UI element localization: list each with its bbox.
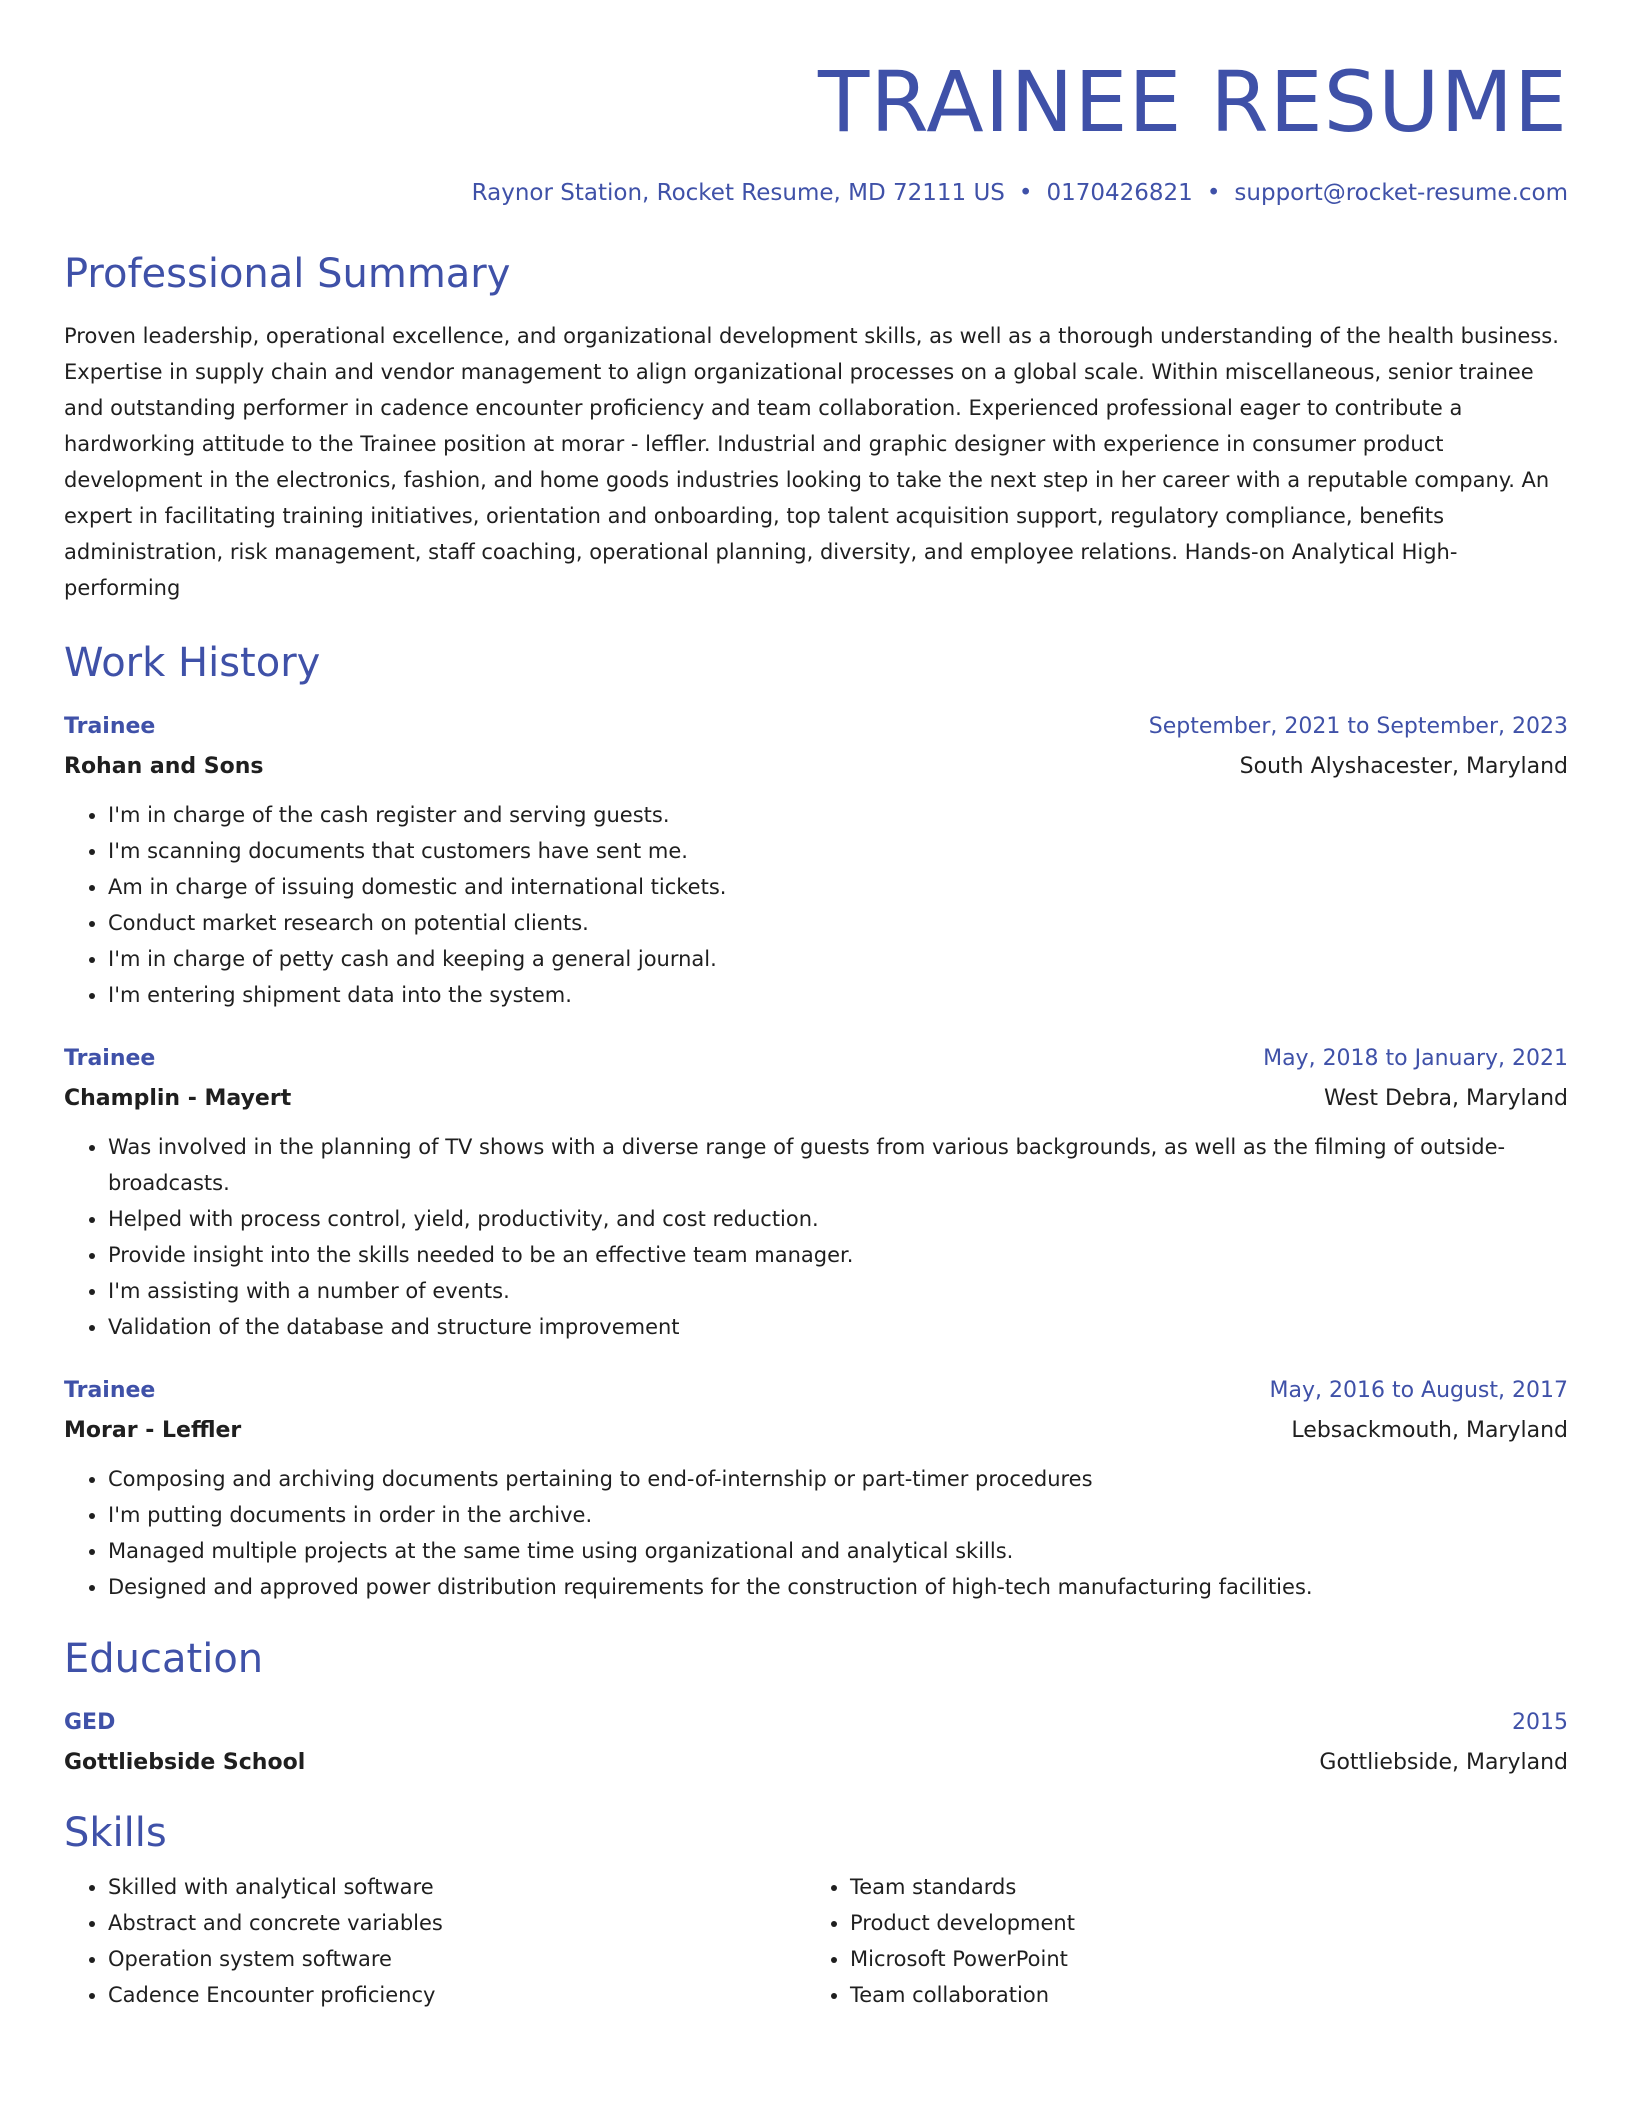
job-duty: • Designed and approved power distribution requirements for the construction of high-tech manufacturing facilities. xyxy=(108,1569,1568,1605)
skill-item: • Operation system software xyxy=(108,1941,806,1977)
resume-title: TRAINEE RESUME xyxy=(818,53,1568,151)
job-duties-list xyxy=(64,1461,1568,1605)
contact-line xyxy=(64,180,1568,208)
education-school: Gottliebside School xyxy=(64,1749,306,1775)
job-duty: • Am in charge of issuing domestic and international tickets. xyxy=(108,869,1568,905)
job-duty: • Composing and archiving documents pertaining to end-of-internship or part-timer procedures xyxy=(108,1461,1568,1497)
job-role: Trainee xyxy=(64,1045,156,1071)
job-duties-list xyxy=(64,1129,1568,1345)
job-location: West Debra, Maryland xyxy=(1323,1085,1568,1111)
job-company: Champlin - Mayert xyxy=(64,1085,292,1111)
job-duty: • Was involved in the planning of TV shows with a diverse range of guests from various backgrounds, as well as the filming of outside-broadcasts. xyxy=(108,1129,1568,1201)
job-duty: • Validation of the database and structure improvement xyxy=(108,1309,1568,1345)
skill-item: • Microsoft PowerPoint xyxy=(850,1941,1548,1977)
job-duty: • I'm entering shipment data into the system. xyxy=(108,977,1568,1013)
job-dates: May, 2016 to August, 2017 xyxy=(1269,1377,1568,1403)
job-duty: • I'm in charge of petty cash and keeping a general journal. xyxy=(108,941,1568,977)
job-duty: • Provide insight into the skills needed to be an effective team manager. xyxy=(108,1237,1568,1273)
skill-item: • Team collaboration xyxy=(850,1977,1548,2013)
job-duty: • I'm putting documents in order in the archive. xyxy=(108,1497,1568,1533)
contact-email[interactable]: support@rocket-resume.com xyxy=(1234,180,1568,206)
skills-list-left xyxy=(64,1869,806,2013)
skills-grid xyxy=(64,1869,1568,2013)
education-entry xyxy=(64,1703,1568,1783)
summary-text: Proven leadership, operational excellence, and organizational development skills, as well as a thorough understanding of the health business. Expertise in supply chain and vendor management to align organizational processes on a global scale. Within miscellaneous, senior trainee and outstanding performer in cadence encounter proficiency and team collaboration. Experienced professional eager to contribute a hardworking attitude to the Trainee position at morar - leffler. Industrial and graphic designer with experience in consumer product development in the electronics, fashion, and home goods industries looking to take the next step in her career with a reputable company. An expert in facilitating training initiatives, orientation and onboarding, top talent acquisition support, regulatory compliance, benefits administration, risk management, staff coaching, operational planning, diversity, and employee relations. Hands-on Analytical High-performing xyxy=(64,323,1559,600)
skill-item: • Skilled with analytical software xyxy=(108,1869,806,1905)
education-degree: GED xyxy=(64,1709,116,1735)
job-entry xyxy=(64,707,1568,1013)
job-duty: • Conduct market research on potential clients. xyxy=(108,905,1568,941)
job-dates: September, 2021 to September, 2023 xyxy=(1148,713,1568,739)
skills-list-right xyxy=(806,1869,1548,2013)
job-company: Morar - Leffler xyxy=(64,1417,242,1443)
skill-item: • Abstract and concrete variables xyxy=(108,1905,806,1941)
job-role: Trainee xyxy=(64,1377,156,1403)
job-entry xyxy=(64,1371,1568,1605)
contact-separator: • xyxy=(1018,180,1033,206)
job-role: Trainee xyxy=(64,713,156,739)
job-duty: • I'm in charge of the cash register and serving guests. xyxy=(108,797,1568,833)
contact-address: Raynor Station, Rocket Resume, MD 72111 US xyxy=(471,180,1005,206)
resume-page xyxy=(64,0,1568,2013)
skill-item: • Team standards xyxy=(850,1869,1548,1905)
education-heading: Education xyxy=(64,1635,264,1682)
job-duty: • I'm scanning documents that customers have sent me. xyxy=(108,833,1568,869)
contact-separator: • xyxy=(1206,180,1221,206)
job-duty: • Managed multiple projects at the same time using organizational and analytical skills. xyxy=(108,1533,1568,1569)
work-history-heading: Work History xyxy=(64,639,321,686)
job-duty: • Helped with process control, yield, productivity, and cost reduction. xyxy=(108,1201,1568,1237)
job-duties-list xyxy=(64,797,1568,1013)
contact-phone: 0170426821 xyxy=(1046,180,1193,206)
education-year: 2015 xyxy=(1512,1709,1568,1735)
education-location: Gottliebside, Maryland xyxy=(1319,1749,1568,1775)
job-company: Rohan and Sons xyxy=(64,753,264,779)
job-dates: May, 2018 to January, 2021 xyxy=(1263,1045,1568,1071)
skill-item: • Cadence Encounter proficiency xyxy=(108,1977,806,2013)
skills-heading: Skills xyxy=(64,1809,167,1856)
job-location: South Alyshacester, Maryland xyxy=(1239,753,1568,779)
skill-item: • Product development xyxy=(850,1905,1548,1941)
summary-heading: Professional Summary xyxy=(64,250,511,297)
job-entry xyxy=(64,1039,1568,1345)
job-location: Lebsackmouth, Maryland xyxy=(1291,1417,1568,1443)
job-duty: • I'm assisting with a number of events. xyxy=(108,1273,1568,1309)
